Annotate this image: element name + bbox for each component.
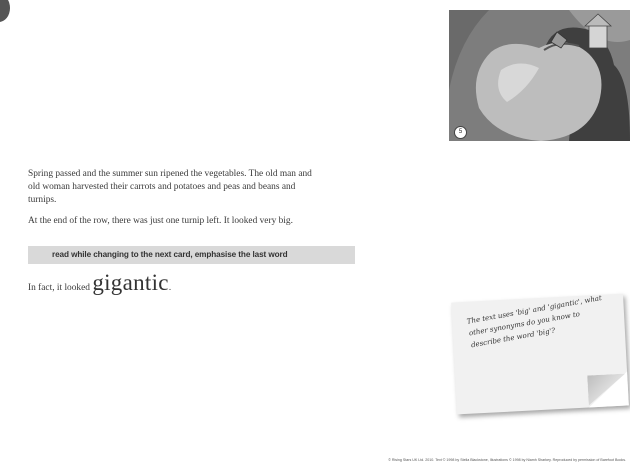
turnip-illustration	[449, 10, 630, 141]
emphasised-word: gigantic	[92, 270, 169, 295]
sticky-note-card	[451, 294, 629, 415]
sticky-note-text: The text uses 'big' and 'gigantic', what other synonyms do you know to describe the word 'big'?	[466, 294, 603, 350]
story-paragraph-1: Spring passed and the summer sun ripened the vegetables. The old man and old woman harvested their carrots and potatoes and peas and beans and turnips.	[28, 169, 312, 205]
final-sentence-suffix: .	[168, 282, 172, 292]
page-number-badge: 5	[454, 126, 467, 139]
story-paragraph-2: At the end of the row, there was just one turnip left. It looked very big.	[28, 216, 293, 226]
copyright-footer: © Rising Stars UK Ltd. 2010. Text © 1998 by Stella Blackstone, Illustrations © 1998 by Niamh Sharkey. Reproduced by permission of Barefoot Books.	[388, 458, 626, 462]
final-sentence-prefix: In fact, it looked	[28, 283, 90, 293]
final-sentence	[28, 270, 171, 296]
corner-tab	[0, 0, 10, 22]
reading-cue-bar: read while changing to the next card, emphasise the last word	[28, 246, 355, 264]
